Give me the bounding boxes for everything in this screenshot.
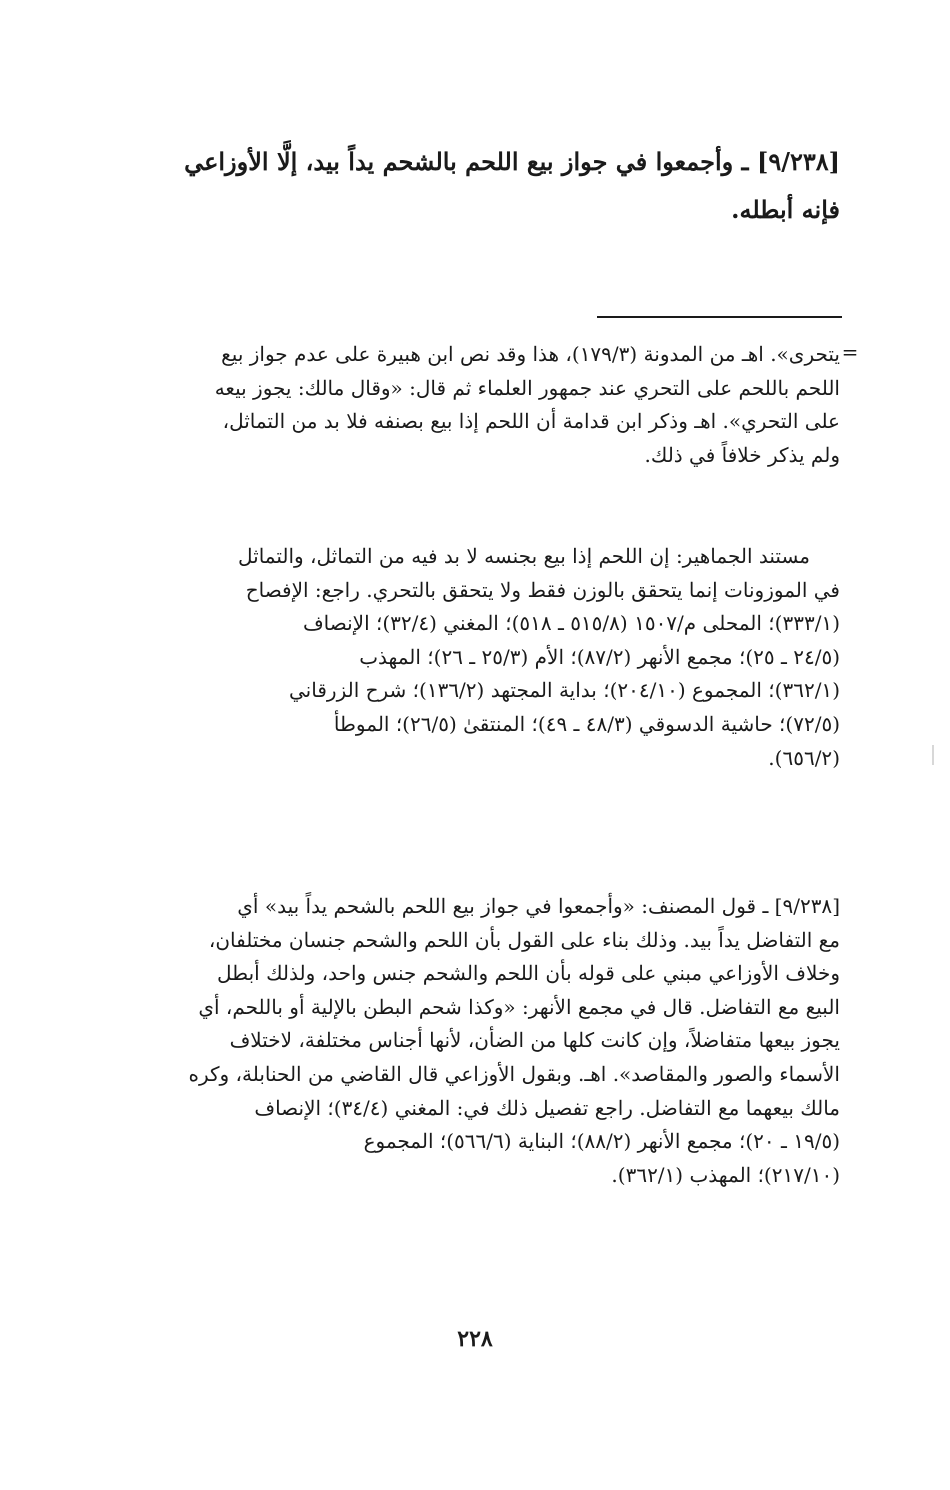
page-number: ٢٢٨ (457, 1326, 493, 1352)
footnote-line: (٧٢/٥)؛ حاشية الدسوقي (٤٨/٣ ـ ٤٩)؛ المنتقىٰ (٢٦/٥)؛ الموطأ (333, 711, 840, 736)
footnote-line: البيع مع التفاضل. قال في مجمع الأنهر: «وكذا شحم البطن بالإلية أو باللحم، أي (198, 994, 840, 1019)
footnote-line: (٣٦٢/١)؛ المجموع (٢٠٤/١٠)؛ بداية المجتهد (١٣٦/٢)؛ شرح الزرقاني (289, 678, 840, 703)
main-paragraph (110, 138, 840, 234)
footnote-line: (٣٣٣/١)؛ المحلى م/١٥٠٧ (٥١٥/٨ ـ ٥١٨)؛ المغني (٣٢/٤)؛ الإنصاف (302, 611, 840, 636)
main-line: فإنه أبطله. (731, 195, 840, 224)
footnote-continuation-marker: = (841, 340, 859, 364)
footnote-line: (١٩/٥ ـ ٢٠)؛ مجمع الأنهر (٨٨/٢)؛ البناية (٥٦٦/٦)؛ المجموع (363, 1129, 840, 1154)
footnote-line: الأسماء والصور والمقاصد». اهـ. وبقول الأوزاعي قال القاضي من الحنابلة، وكره (188, 1061, 840, 1086)
footnote-line: مع التفاضل يداً بيد. وذلك بناء على القول بأن اللحم والشحم جنسان مختلفان، (208, 927, 840, 952)
footnote-line: (٢١٧/١٠)؛ المهذب (٣٦٢/١). (611, 1162, 840, 1187)
footnote-continuation (110, 338, 840, 472)
footnote-line: في الموزونات إنما يتحقق بالوزن فقط ولا يتحقق بالتحري. راجع: الإفصاح (245, 577, 840, 602)
footnote-line: (٢٤/٥ ـ ٢٥)؛ مجمع الأنهر (٨٧/٢)؛ الأم (٢٥/٣ ـ ٢٦)؛ المهذب (359, 644, 840, 669)
footnote-line: مالك بيعهما مع التفاضل. راجع تفصيل ذلك في: المغني (٣٤/٤)؛ الإنصاف (254, 1095, 840, 1120)
footnote-line: اللحم باللحم على التحري عند جمهور العلماء ثم قال: «وقال مالك: يجوز بيعه (214, 375, 840, 400)
footnote-line: يجوز بيعها متفاضلاً، وإن كانت كلها من الضأن، لأنها أجناس مختلفة، لاختلاف (229, 1028, 840, 1053)
footnote-commentary (110, 890, 840, 1192)
footnote-line: على التحري». اهـ وذكر ابن قدامة أن اللحم إذا بيع بصنفه فلا بد من التماثل، (222, 409, 840, 434)
main-line: [٩/٢٣٨] ـ وأجمعوا في جواز بيع اللحم بالشحم يداً بيد، إلَّا الأوزاعي (184, 147, 840, 176)
footnote-line: [٩/٢٣٨] ـ قول المصنف: «وأجمعوا في جواز بيع اللحم بالشحم يداً بيد» أي (237, 894, 840, 918)
footnote-line: ولم يذكر خلافاً في ذلك. (644, 442, 840, 467)
scan-artifact (932, 745, 934, 765)
footnote-line: (٦٥٦/٢). (768, 745, 840, 770)
footnote-line: يتحرى». اهـ من المدونة (١٧٩/٣)، هذا وقد نص ابن هبيرة على عدم جواز بيع (221, 342, 840, 366)
footnote-line: وخلاف الأوزاعي مبني على قوله بأن اللحم والشحم جنس واحد، ولذلك أبطل (217, 961, 840, 986)
footnote-line: مستند الجماهير: إن اللحم إذا بيع بجنسه لا بد فيه من التماثل، والتماثل (237, 544, 810, 568)
footnote-divider (597, 316, 842, 318)
footnote-basis (110, 540, 840, 775)
